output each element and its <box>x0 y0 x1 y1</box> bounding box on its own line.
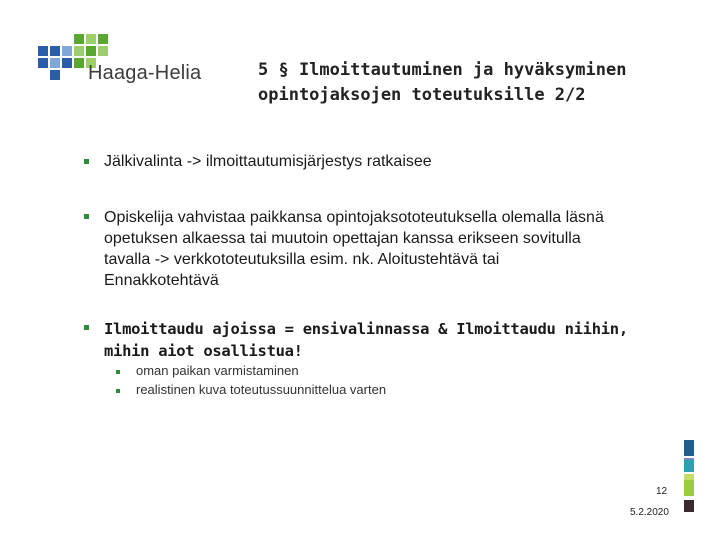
sub-bullet-text: oman paikan varmistaminen <box>136 363 299 378</box>
logo-square <box>86 46 96 56</box>
logo-square <box>50 58 60 68</box>
logo-square <box>62 46 72 56</box>
bullet-line: mihin aiot osallistua! <box>104 342 303 360</box>
logo-square <box>74 46 84 56</box>
bullet-line: opetuksen alkaessa tai muutoin opettajan kanssa erikseen sovitulla <box>104 230 581 247</box>
logo-square <box>38 46 48 56</box>
logo-square <box>86 34 96 44</box>
slide-date: 5.2.2020 <box>630 507 669 518</box>
logo-square <box>74 34 84 44</box>
decor-strip-block <box>684 500 694 512</box>
haaga-helia-logo <box>38 34 208 94</box>
bullet-line: Ilmoittaudu ajoissa = ensivalinnassa & Ilmoittaudu niihin, <box>104 320 628 338</box>
logo-square <box>50 70 60 80</box>
bullet-marker <box>84 159 89 164</box>
bullet-line: tavalla -> verkkototeutuksilla esim. nk. Aloitustehtävä tai <box>104 251 500 268</box>
title-line: opintojaksojen toteutuksille 2/2 <box>258 85 586 105</box>
sub-bullet-text: realistinen kuva toteutussuunnittelua varten <box>136 382 387 397</box>
sub-bullet-marker <box>116 389 120 393</box>
sub-bullet-marker <box>116 370 120 374</box>
logo-text: Haaga-Helia <box>88 62 202 84</box>
title-line: 5 § Ilmoittautuminen ja hyväksyminen <box>258 60 627 80</box>
page-number: 12 <box>656 486 668 497</box>
decor-strip-block <box>684 480 694 496</box>
decor-strip-block <box>684 440 694 456</box>
logo-square <box>62 58 72 68</box>
decor-strip-block <box>684 460 694 472</box>
bullet-text <box>104 207 674 291</box>
logo-square <box>74 58 84 68</box>
bullet-line: Ennakkotehtävä <box>104 272 219 289</box>
logo-square <box>98 34 108 44</box>
bullet-line: Opiskelija vahvistaa paikkansa opintojaksototeutuksella olemalla läsnä <box>104 209 604 226</box>
logo-square <box>38 58 48 68</box>
bullet-marker <box>84 214 89 219</box>
bullet-text-bold <box>104 318 674 362</box>
logo-square <box>98 46 108 56</box>
slide-title <box>258 58 698 108</box>
logo-square <box>50 46 60 56</box>
bullet-text: Jälkivalinta -> ilmoittautumisjärjestys ratkaisee <box>104 153 432 170</box>
bullet-marker <box>84 325 89 330</box>
